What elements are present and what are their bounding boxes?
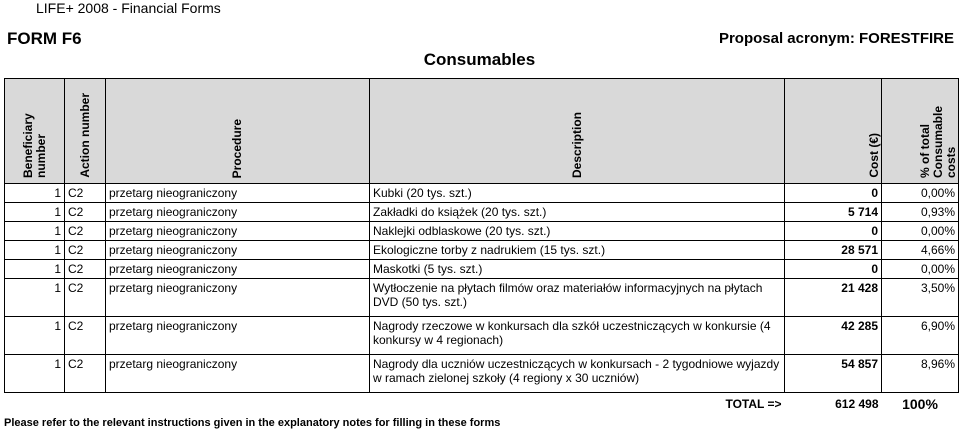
percent-cell: 6,90% xyxy=(882,317,959,355)
proposal-acronym: Proposal acronym: FORESTFIRE xyxy=(718,30,954,47)
table-row xyxy=(5,241,959,260)
cost-cell: 28 571 xyxy=(785,241,882,260)
percent-cell: 0,93% xyxy=(882,203,959,222)
form-id: FORM F6 xyxy=(7,29,82,48)
cost-cell: 0 xyxy=(785,222,882,241)
procedure-cell: przetarg nieograniczony xyxy=(106,317,370,355)
action-cell: C2 xyxy=(65,241,106,260)
percent-cell: 0,00% xyxy=(882,184,959,203)
total-label: TOTAL => xyxy=(725,397,782,411)
footnote: Please refer to the relevant instructions given in the explanatory notes for filling in these forms xyxy=(4,417,501,429)
beneficiary-cell: 1 xyxy=(5,241,65,260)
action-cell: C2 xyxy=(65,203,106,222)
description-cell: Nagrody dla uczniów uczestniczących w konkursach - 2 tygodniowe wyjazdy w ramach zielonej szkoły (4 regiony x 30 uczniów) xyxy=(370,355,785,393)
consumables-table xyxy=(4,78,959,415)
beneficiary-cell: 1 xyxy=(5,317,65,355)
cost-cell: 5 714 xyxy=(785,203,882,222)
procedure-cell: przetarg nieograniczony xyxy=(106,241,370,260)
beneficiary-cell: 1 xyxy=(5,184,65,203)
action-cell: C2 xyxy=(65,260,106,279)
description-cell: Maskotki (5 tys. szt.) xyxy=(370,260,785,279)
procedure-cell: przetarg nieograniczony xyxy=(106,260,370,279)
document-title: LIFE+ 2008 - Financial Forms xyxy=(36,0,221,16)
cost-cell: 54 857 xyxy=(785,355,882,393)
cost-cell: 42 285 xyxy=(785,317,882,355)
cost-cell: 21 428 xyxy=(785,279,882,317)
action-cell: C2 xyxy=(65,355,106,393)
procedure-cell: przetarg nieograniczony xyxy=(106,184,370,203)
table-row xyxy=(5,355,959,393)
description-cell: Ekologiczne torby z nadrukiem (15 tys. szt.) xyxy=(370,241,785,260)
column-header: Procedure xyxy=(106,79,370,184)
percent-cell: 8,96% xyxy=(882,355,959,393)
description-cell: Nagrody rzeczowe w konkursach dla szkół uczestniczących w konkursie (4 konkursy w 4 regionach) xyxy=(370,317,785,355)
percent-cell: 3,50% xyxy=(882,279,959,317)
cost-cell: 0 xyxy=(785,184,882,203)
description-cell: Naklejki odblaskowe (20 tys. szt.) xyxy=(370,222,785,241)
description-cell: Kubki (20 tys. szt.) xyxy=(370,184,785,203)
column-header: Cost (€) xyxy=(785,79,882,184)
beneficiary-cell: 1 xyxy=(5,279,65,317)
table-row xyxy=(5,279,959,317)
percent-cell: 4,66% xyxy=(882,241,959,260)
column-header: Action number xyxy=(65,79,106,184)
beneficiary-cell: 1 xyxy=(5,260,65,279)
column-header: Description xyxy=(370,79,785,184)
percent-cell: 0,00% xyxy=(882,222,959,241)
description-cell: Wytłoczenie na płytach filmów oraz materiałów informacyjnych na płytach DVD (50 tys. szt.) xyxy=(370,279,785,317)
beneficiary-cell: 1 xyxy=(5,222,65,241)
action-cell: C2 xyxy=(65,279,106,317)
table-row xyxy=(5,260,959,279)
procedure-cell: przetarg nieograniczony xyxy=(106,203,370,222)
section-title: Consumables xyxy=(423,50,536,69)
table-row xyxy=(5,317,959,355)
table-row xyxy=(5,203,959,222)
table-row xyxy=(5,184,959,203)
action-cell: C2 xyxy=(65,317,106,355)
beneficiary-cell: 1 xyxy=(5,203,65,222)
table-row xyxy=(5,222,959,241)
cost-cell: 0 xyxy=(785,260,882,279)
action-cell: C2 xyxy=(65,184,106,203)
procedure-cell: przetarg nieograniczony xyxy=(106,279,370,317)
description-cell: Zakładki do książek (20 tys. szt.) xyxy=(370,203,785,222)
beneficiary-cell: 1 xyxy=(5,355,65,393)
column-header: % of total Consumable costs xyxy=(882,79,959,184)
table-header-row xyxy=(5,79,959,184)
total-row xyxy=(5,393,959,416)
total-cost: 612 498 xyxy=(835,397,879,411)
total-percent: 100% xyxy=(902,396,938,412)
action-cell: C2 xyxy=(65,222,106,241)
column-header: Beneficiary number xyxy=(5,79,65,184)
percent-cell: 0,00% xyxy=(882,260,959,279)
procedure-cell: przetarg nieograniczony xyxy=(106,355,370,393)
procedure-cell: przetarg nieograniczony xyxy=(106,222,370,241)
